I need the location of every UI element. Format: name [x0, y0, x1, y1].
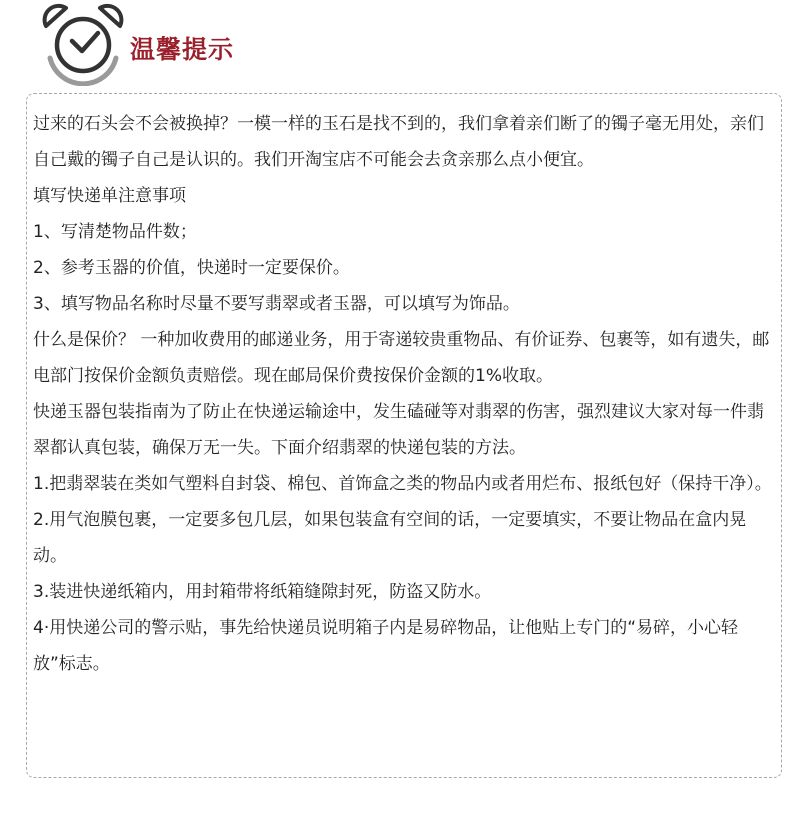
paragraph-heading-waybill: 填写快递单注意事项: [33, 186, 186, 206]
paragraph-packing-step-2: 2.用气泡膜包裹，一定要多包几层，如果包装盒有空间的话，一定要填实，不要让物品在盒内晃动。: [33, 510, 747, 566]
paragraph-packing-step-1: 1.把翡翠装在类如气塑料自封袋、棉包、首饰盒之类的物品内或者用烂布、报纸包好（保持干净）。: [33, 474, 772, 494]
paragraph-waybill-item-2: 2、参考玉器的价值，快递时一定要保价。: [33, 258, 350, 278]
notice-text: [33, 106, 777, 682]
notice-box: [26, 93, 782, 778]
paragraph-insured-delivery: 什么是保价？ 一种加收费用的邮递业务，用于寄递较贵重物品、有价证券、包裹等，如有遗失，邮电部门按保价金额负责赔偿。现在邮局保价费按保价金额的1%收取。: [33, 330, 770, 386]
paragraph-packing-guide: 快递玉器包装指南为了防止在快递运输途中，发生磕碰等对翡翠的伤害，强烈建议大家对每一件翡翠都认真包装，确保万无一失。下面介绍翡翠的快递包装的方法。: [33, 402, 764, 458]
paragraph-packing-step-3: 3.装进快递纸箱内，用封箱带将纸箱缝隙封死，防盗又防水。: [33, 582, 492, 602]
paragraph-waybill-item-1: 1、写清楚物品件数；: [33, 222, 197, 242]
paragraph-packing-step-4: 4·用快递公司的警示贴，事先给快递员说明箱子内是易碎物品，让他贴上专门的“易碎，小心轻放”标志。: [33, 618, 739, 674]
alarm-clock-icon: [36, 0, 130, 86]
header: [30, 0, 430, 90]
page-title: 温馨提示: [130, 35, 235, 64]
paragraph-exchange-policy: 过来的石头会不会被换掉？一模一样的玉石是找不到的，我们拿着亲们断了的镯子毫无用处，亲们自己戴的镯子自己是认识的。我们开淘宝店不可能会去贪亲那么点小便宜。: [33, 114, 764, 170]
paragraph-waybill-item-3: 3、填写物品名称时尽量不要写翡翠或者玉器，可以填写为饰品。: [33, 294, 520, 314]
